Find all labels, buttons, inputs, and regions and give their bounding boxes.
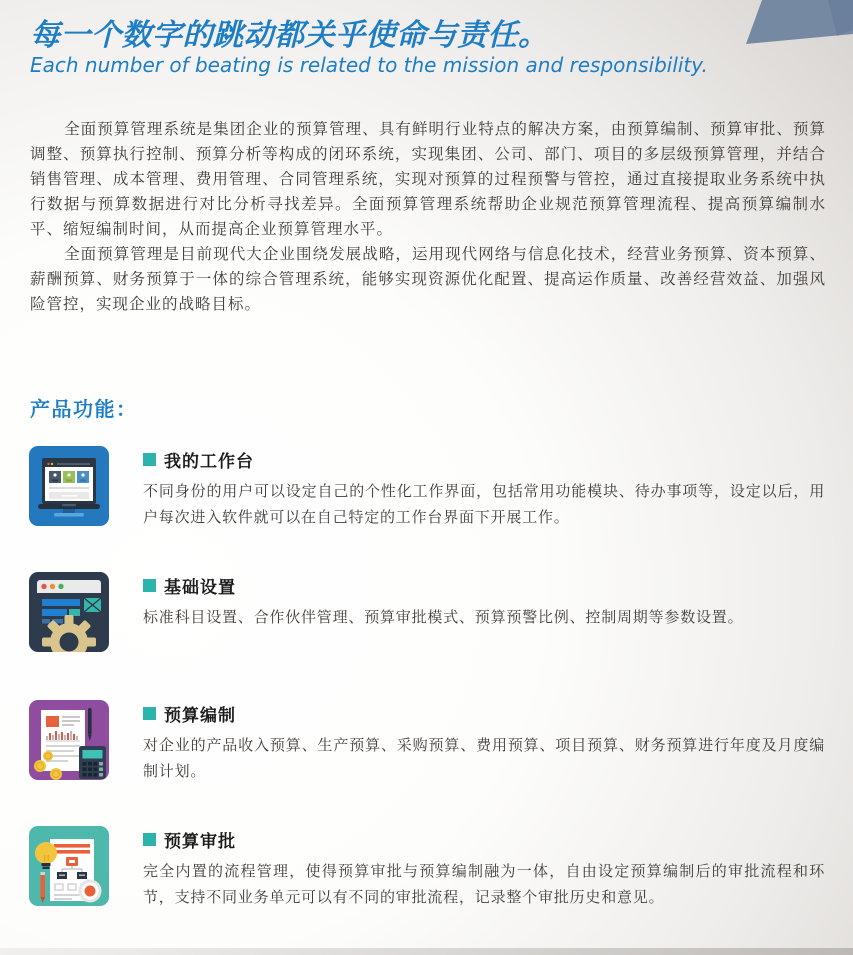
settings-gear-icon [29, 572, 109, 652]
feature-title: 我的工作台 [164, 452, 254, 472]
page-title: 每一个数字的跳动都关乎使命与责任。 [30, 18, 549, 53]
page-subtitle: Each number of beating is related to the mission and responsibility. [30, 53, 708, 77]
square-bullet-icon [143, 833, 156, 846]
feature-budget-approval [29, 826, 829, 910]
feature-description: 不同身份的用户可以设定自己的个性化工作界面，包括常用功能模块、待办事项等，设定以后，用户每次进入软件就可以在自己特定的工作台界面下开展工作。 [143, 482, 825, 526]
feature-text [143, 572, 825, 652]
corner-parallelogram-decoration [738, 0, 853, 46]
feature-title: 预算审批 [164, 832, 236, 852]
feature-text [143, 826, 825, 910]
feature-budget-compilation [29, 700, 829, 784]
square-bullet-icon [143, 707, 156, 720]
feature-workbench [29, 446, 829, 530]
feature-basic-settings [29, 572, 829, 652]
square-bullet-icon [143, 453, 156, 466]
budget-approval-icon [29, 826, 109, 906]
feature-description: 对企业的产品收入预算、生产预算、采购预算、费用预算、项目预算、财务预算进行年度及月度编制计划。 [143, 736, 825, 780]
intro-paragraph-1: 全面预算管理系统是集团企业的预算管理、具有鲜明行业特点的解决方案，由预算编制、预算审批、预算调整、预算执行控制、预算分析等构成的闭环系统，实现集团、公司、部门、项目的多层级预算管理，并结合销售管理、成本管理、费用管理、合同管理系统，实现对预算的过程预警与管控，通过直接提取业务系统中执行数据与预算数据进行对比分析寻找差异。全面预算管理系统帮助企业规范预算管理流程、提高预算编制水平、缩短编制时间，从而提高企业预算管理水平。 [30, 120, 826, 238]
feature-description: 完全内置的流程管理，使得预算审批与预算编制融为一体，自由设定预算编制后的审批流程和环节，支持不同业务单元可以有不同的审批流程，记录整个审批历史和意见。 [143, 862, 825, 906]
page-bottom-edge [0, 948, 853, 955]
feature-title-row [143, 573, 825, 598]
feature-title-row [143, 701, 825, 726]
budget-compilation-icon [29, 700, 109, 780]
intro-paragraph-2: 全面预算管理是目前现代大企业围绕发展战略，运用现代网络与信息化技术，经营业务预算、资本预算、薪酬预算、财务预算于一体的综合管理系统，能够实现资源优化配置、提高运作质量、改善经营效益、加强风险管控，实现企业的战略目标。 [30, 245, 826, 313]
intro-text-block [30, 117, 826, 317]
feature-title: 预算编制 [164, 706, 236, 726]
workbench-laptop-icon [29, 446, 109, 526]
feature-title: 基础设置 [164, 578, 236, 598]
feature-title-row [143, 447, 825, 472]
section-heading-product-features: 产品功能： [30, 397, 138, 421]
feature-title-row [143, 827, 825, 852]
feature-text [143, 446, 825, 530]
feature-description: 标准科目设置、合作伙伴管理、预算审批模式、预算预警比例、控制周期等参数设置。 [143, 608, 744, 626]
square-bullet-icon [143, 579, 156, 592]
feature-text [143, 700, 825, 784]
